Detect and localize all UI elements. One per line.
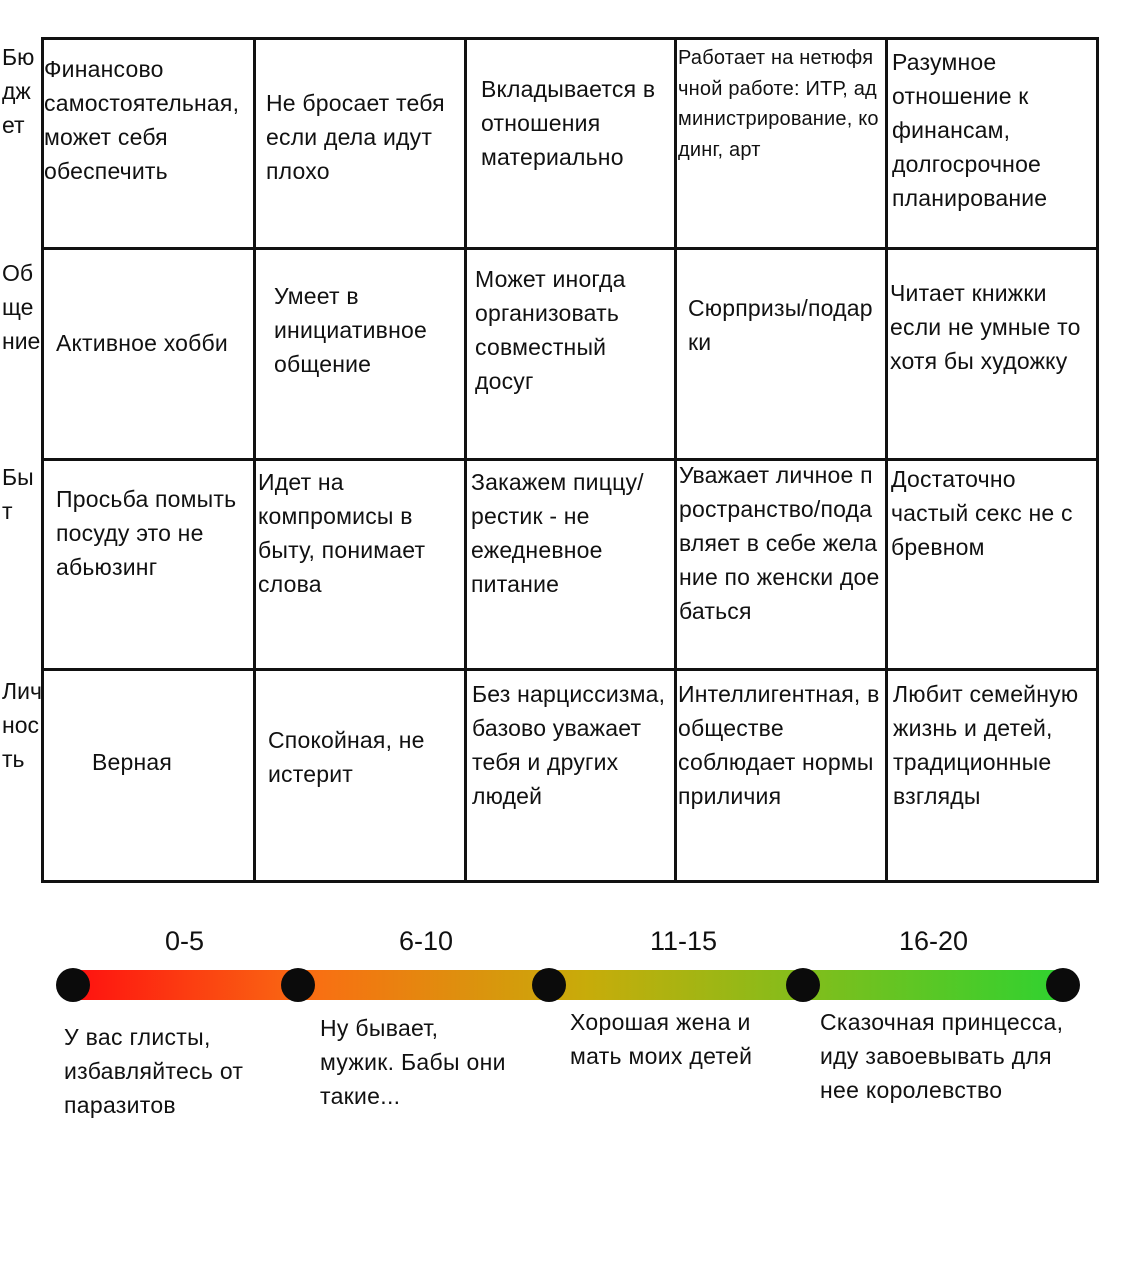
- grid-cell: Финансово самостоятельная, может себя обеспечить: [44, 56, 240, 184]
- grid-cell: Умеет в инициативное общение: [274, 283, 427, 377]
- scale-marker: [532, 968, 566, 1002]
- grid-cell: Читает книжки если не умные то хотя бы художку: [890, 280, 1081, 374]
- grid-cell: Идет на компромисы в быту, понимает слова: [258, 469, 426, 597]
- grid-cell: Интеллигентная, в обществе соблюдает нормы приличия: [678, 681, 880, 809]
- grid-divider: [44, 247, 1096, 250]
- grid-cell: Просьба помыть посуду это не абьюзинг: [56, 486, 237, 580]
- grid-cell: Активное хобби: [56, 330, 228, 356]
- grid-cell: Любит семейную жизнь и детей, традиционные взгляды: [893, 681, 1079, 809]
- grid-cell: Сюрпризы/подарки: [688, 295, 873, 355]
- scale-marker: [1046, 968, 1080, 1002]
- grid-cell: Спокойная, не истерит: [268, 727, 425, 787]
- grid-cell: Работает на нетюфячной работе: ИТР, администрирование, кодинг, арт: [678, 47, 879, 161]
- grid-divider: [44, 458, 1096, 461]
- score-gradient-bar: [72, 970, 1064, 1000]
- range-label: 0-5: [165, 926, 205, 956]
- range-label: 11-15: [650, 926, 718, 956]
- grid-cell: Закажем пиццу/рестик - не ежедневное питание: [471, 469, 644, 597]
- grid-cell: Без нарциссизма, базово уважает тебя и других людей: [472, 681, 666, 809]
- scale-marker: [56, 968, 90, 1002]
- grid-cell: Может иногда организовать совместный досуг: [475, 266, 626, 394]
- range-label: 6-10: [399, 926, 454, 956]
- grid-cell: Вкладывается в отношения материально: [481, 76, 656, 170]
- scale-marker: [786, 968, 820, 1002]
- grid-cell: Уважает личное пространство/подавляет в себе желание по женски доебаться: [679, 462, 880, 624]
- verdict-text: Ну бывает, мужик. Бабы они такие...: [320, 1015, 506, 1109]
- row-label-personality: Личность: [2, 678, 42, 772]
- grid-cell: Не бросает тебя если дела идут плохо: [266, 90, 445, 184]
- row-label-household: Быт: [2, 464, 34, 524]
- verdict-text: Сказочная принцесса, иду завоевывать для нее королевство: [820, 1009, 1064, 1103]
- range-label: 16-20: [899, 926, 969, 956]
- verdict-text: У вас глисты, избавляйтесь от паразитов: [64, 1024, 244, 1118]
- grid-cell: Достаточно частый секс не с бревном: [891, 466, 1073, 560]
- scale-marker: [281, 968, 315, 1002]
- row-label-budget: Бюджет: [2, 44, 35, 138]
- bingo-grid: [41, 37, 1099, 883]
- grid-cell: Разумное отношение к финансам, долгосрочное планирование: [892, 49, 1048, 211]
- row-label-communication: Общение: [2, 260, 41, 354]
- verdict-text: Хорошая жена и мать моих детей: [570, 1009, 753, 1069]
- grid-divider: [44, 668, 1096, 671]
- grid-cell: Верная: [92, 749, 173, 775]
